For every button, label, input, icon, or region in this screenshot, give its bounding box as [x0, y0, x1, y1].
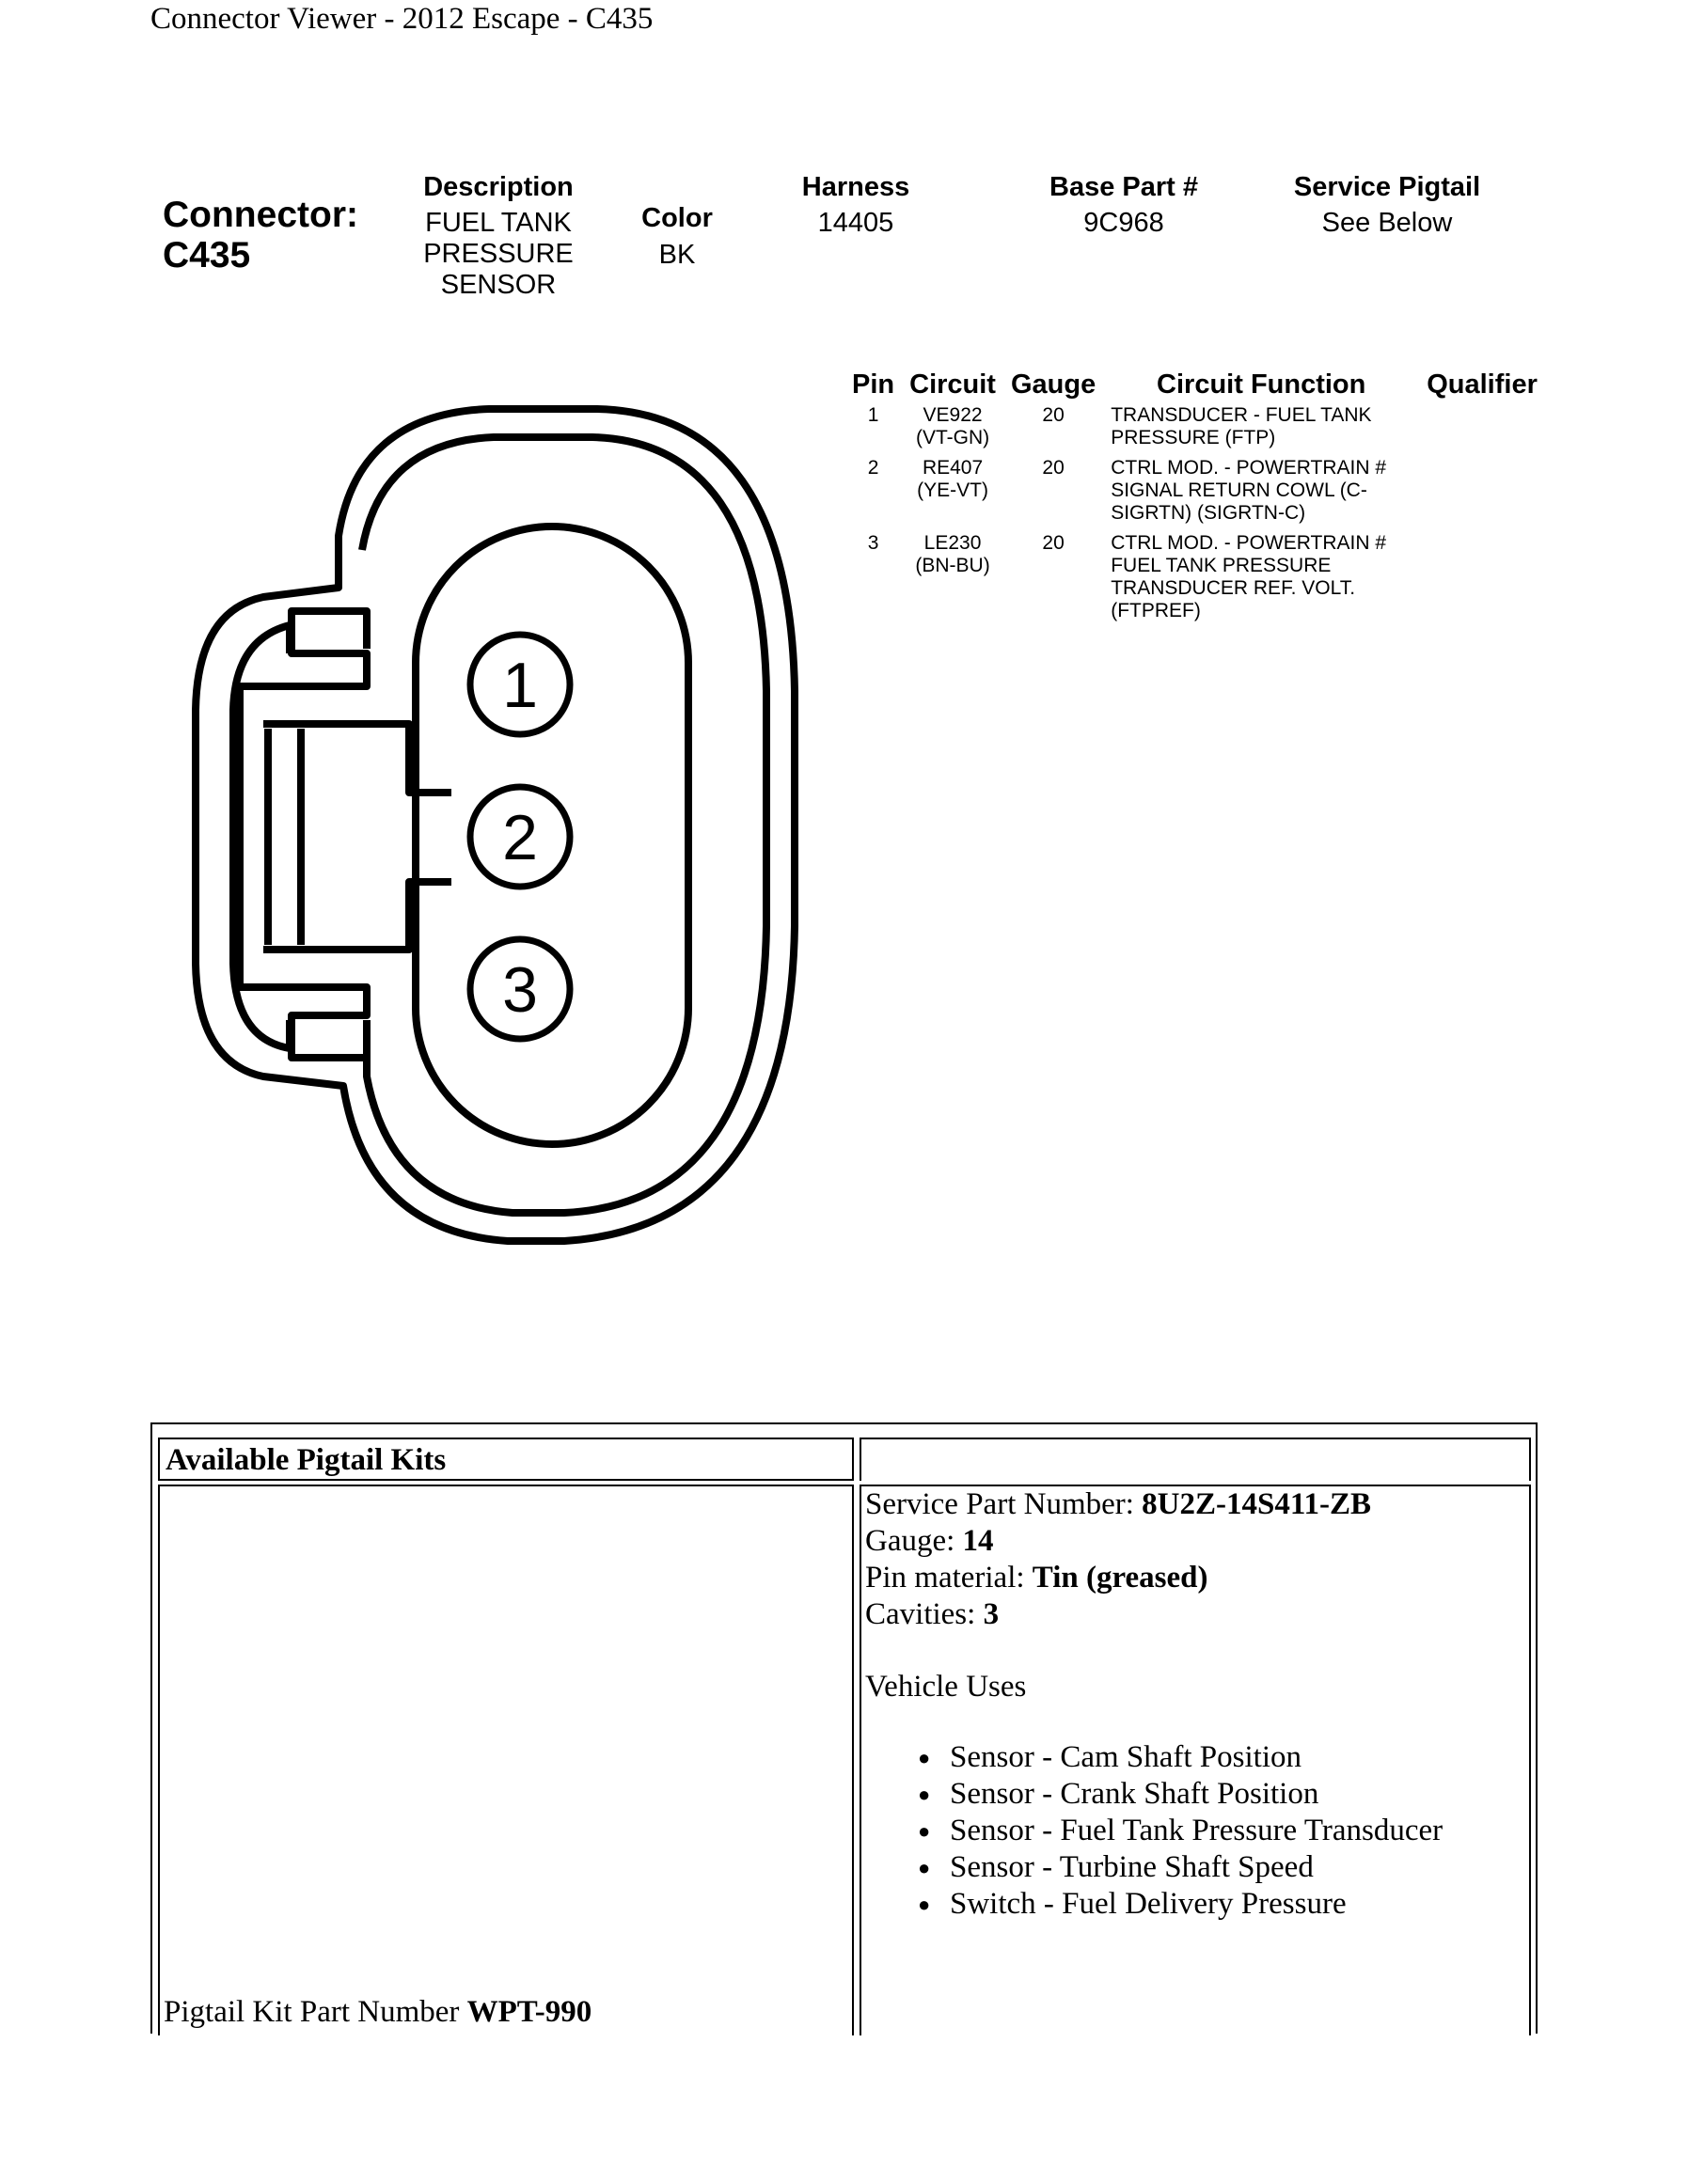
kit-part-value: WPT-990	[466, 1995, 592, 2029]
lock-tab-inner	[268, 729, 301, 945]
circuit-id: LE230	[923, 532, 982, 554]
vehicle-use-text: Switch - Fuel Delivery Pressure	[950, 1887, 1347, 1921]
gauge-header: Gauge	[1010, 369, 1096, 400]
pigtail-kits-table	[150, 1422, 1538, 2034]
cavities-label: Cavities:	[865, 1597, 976, 1631]
vehicle-use-text: Sensor - Cam Shaft Position	[950, 1740, 1302, 1774]
connector-label	[163, 195, 358, 275]
gauge-cell: 20	[1042, 457, 1065, 479]
circuit-header: Circuit	[909, 369, 996, 400]
function-cell: CTRL MOD. - POWERTRAIN # FUEL TANK PRESSURE TRANSDUCER REF. VOLT. (FTPREF)	[1111, 532, 1387, 621]
pigtail-kits-title: Available Pigtail Kits	[158, 1438, 854, 1481]
pin-material-label: Pin material:	[865, 1561, 1025, 1595]
description-column	[414, 171, 583, 301]
pin-2-label: 2	[502, 802, 538, 873]
service-pigtail-column	[1274, 171, 1500, 239]
service-part-label: Service Part Number:	[865, 1487, 1134, 1521]
service-part-number	[865, 1486, 1443, 1523]
harness-header: Harness	[801, 172, 910, 202]
qualifier-cell	[1419, 457, 1545, 532]
vehicle-use-text: Sensor - Fuel Tank Pressure Transducer	[950, 1814, 1443, 1847]
vehicle-uses-title: Vehicle Uses	[865, 1670, 1027, 1704]
circuit-color: (VT-GN)	[915, 427, 990, 448]
gauge-label: Gauge:	[865, 1524, 955, 1558]
vehicle-use-text: Sensor - Turbine Shaft Speed	[950, 1850, 1314, 1884]
kit-part-label: Pigtail Kit Part Number	[164, 1995, 460, 2029]
gauge-value: 14	[962, 1524, 994, 1558]
list-item	[918, 1849, 1443, 1886]
list-item	[918, 1739, 1443, 1776]
lock-tab	[263, 882, 451, 950]
function-cell: TRANSDUCER - FUEL TANK PRESSURE (FTP)	[1111, 404, 1372, 448]
pigtail-kit-part-number	[164, 1995, 592, 2030]
pin-material	[865, 1560, 1443, 1596]
table-row	[844, 404, 1545, 457]
bullet-icon: ●	[918, 1746, 931, 1769]
connector-id: C435	[163, 235, 251, 275]
harness-value: 14405	[817, 208, 894, 238]
qualifier-header: Qualifier	[1427, 369, 1538, 400]
connector-label-line1: Connector:	[163, 195, 358, 235]
page-title: Connector Viewer - 2012 Escape - C435	[150, 2, 654, 36]
color-header: Color	[641, 203, 713, 233]
pin-header: Pin	[852, 369, 895, 400]
list-item	[918, 1776, 1443, 1813]
connector-diagram	[179, 400, 818, 1265]
pin-number: 2	[867, 457, 879, 479]
function-header: Circuit Function	[1157, 369, 1366, 400]
gauge-cell: 20	[1042, 404, 1065, 426]
pin-table-header-row	[844, 369, 1545, 404]
table-row	[844, 457, 1545, 532]
circuit-color: (YE-VT)	[917, 479, 988, 501]
pin-1-label: 1	[502, 650, 538, 721]
circuit-cell	[902, 457, 1003, 532]
list-item	[918, 1813, 1443, 1849]
list-item	[918, 1886, 1443, 1923]
base-part-column	[1025, 171, 1223, 239]
bullet-icon: ●	[918, 1893, 931, 1916]
bullet-icon: ●	[918, 1856, 931, 1879]
circuit-id: VE922	[923, 404, 983, 426]
gauge-cell: 20	[1042, 532, 1065, 554]
cavities-value: 3	[983, 1597, 1000, 1631]
base-part-header: Base Part #	[1049, 172, 1198, 202]
circuit-cell	[902, 532, 1003, 630]
color-column	[625, 202, 729, 271]
vehicle-use-text: Sensor - Crank Shaft Position	[950, 1777, 1319, 1811]
cavities	[865, 1596, 1443, 1633]
pigtail-kit-cell	[158, 1485, 854, 2035]
service-part-value: 8U2Z-14S411-ZB	[1142, 1487, 1372, 1521]
pin-table	[844, 369, 1545, 630]
pigtail-details-cell	[860, 1485, 1531, 2035]
qualifier-cell	[1419, 532, 1545, 630]
pin-material-value: Tin (greased)	[1032, 1561, 1208, 1595]
pigtail-header-blank	[860, 1438, 1531, 1481]
service-pigtail-header: Service Pigtail	[1293, 172, 1481, 202]
bullet-icon: ●	[918, 1819, 931, 1843]
circuit-cell	[902, 404, 1003, 457]
table-row	[844, 532, 1545, 630]
description-line: PRESSURE	[423, 239, 574, 269]
pin-number: 1	[867, 404, 879, 426]
gauge	[865, 1523, 1443, 1560]
color-value: BK	[658, 240, 696, 270]
base-part-value: 9C968	[1083, 208, 1164, 238]
service-pigtail-value: See Below	[1321, 208, 1453, 238]
harness-column	[781, 171, 931, 239]
vehicle-uses-list	[865, 1739, 1443, 1923]
circuit-id: RE407	[922, 457, 984, 479]
bullet-icon: ●	[918, 1783, 931, 1806]
pin-number: 3	[867, 532, 879, 554]
pin-3-label: 3	[502, 954, 538, 1026]
description-line: FUEL TANK	[425, 208, 572, 238]
circuit-color: (BN-BU)	[915, 555, 990, 576]
description-header: Description	[423, 172, 574, 202]
function-cell: CTRL MOD. - POWERTRAIN # SIGNAL RETURN COWL (C-SIGRTN) (SIGRTN-C)	[1111, 457, 1387, 524]
lock-tab	[263, 724, 451, 793]
qualifier-cell	[1419, 404, 1545, 457]
description-line: SENSOR	[440, 270, 557, 300]
pigtail-details	[865, 1486, 1443, 1923]
